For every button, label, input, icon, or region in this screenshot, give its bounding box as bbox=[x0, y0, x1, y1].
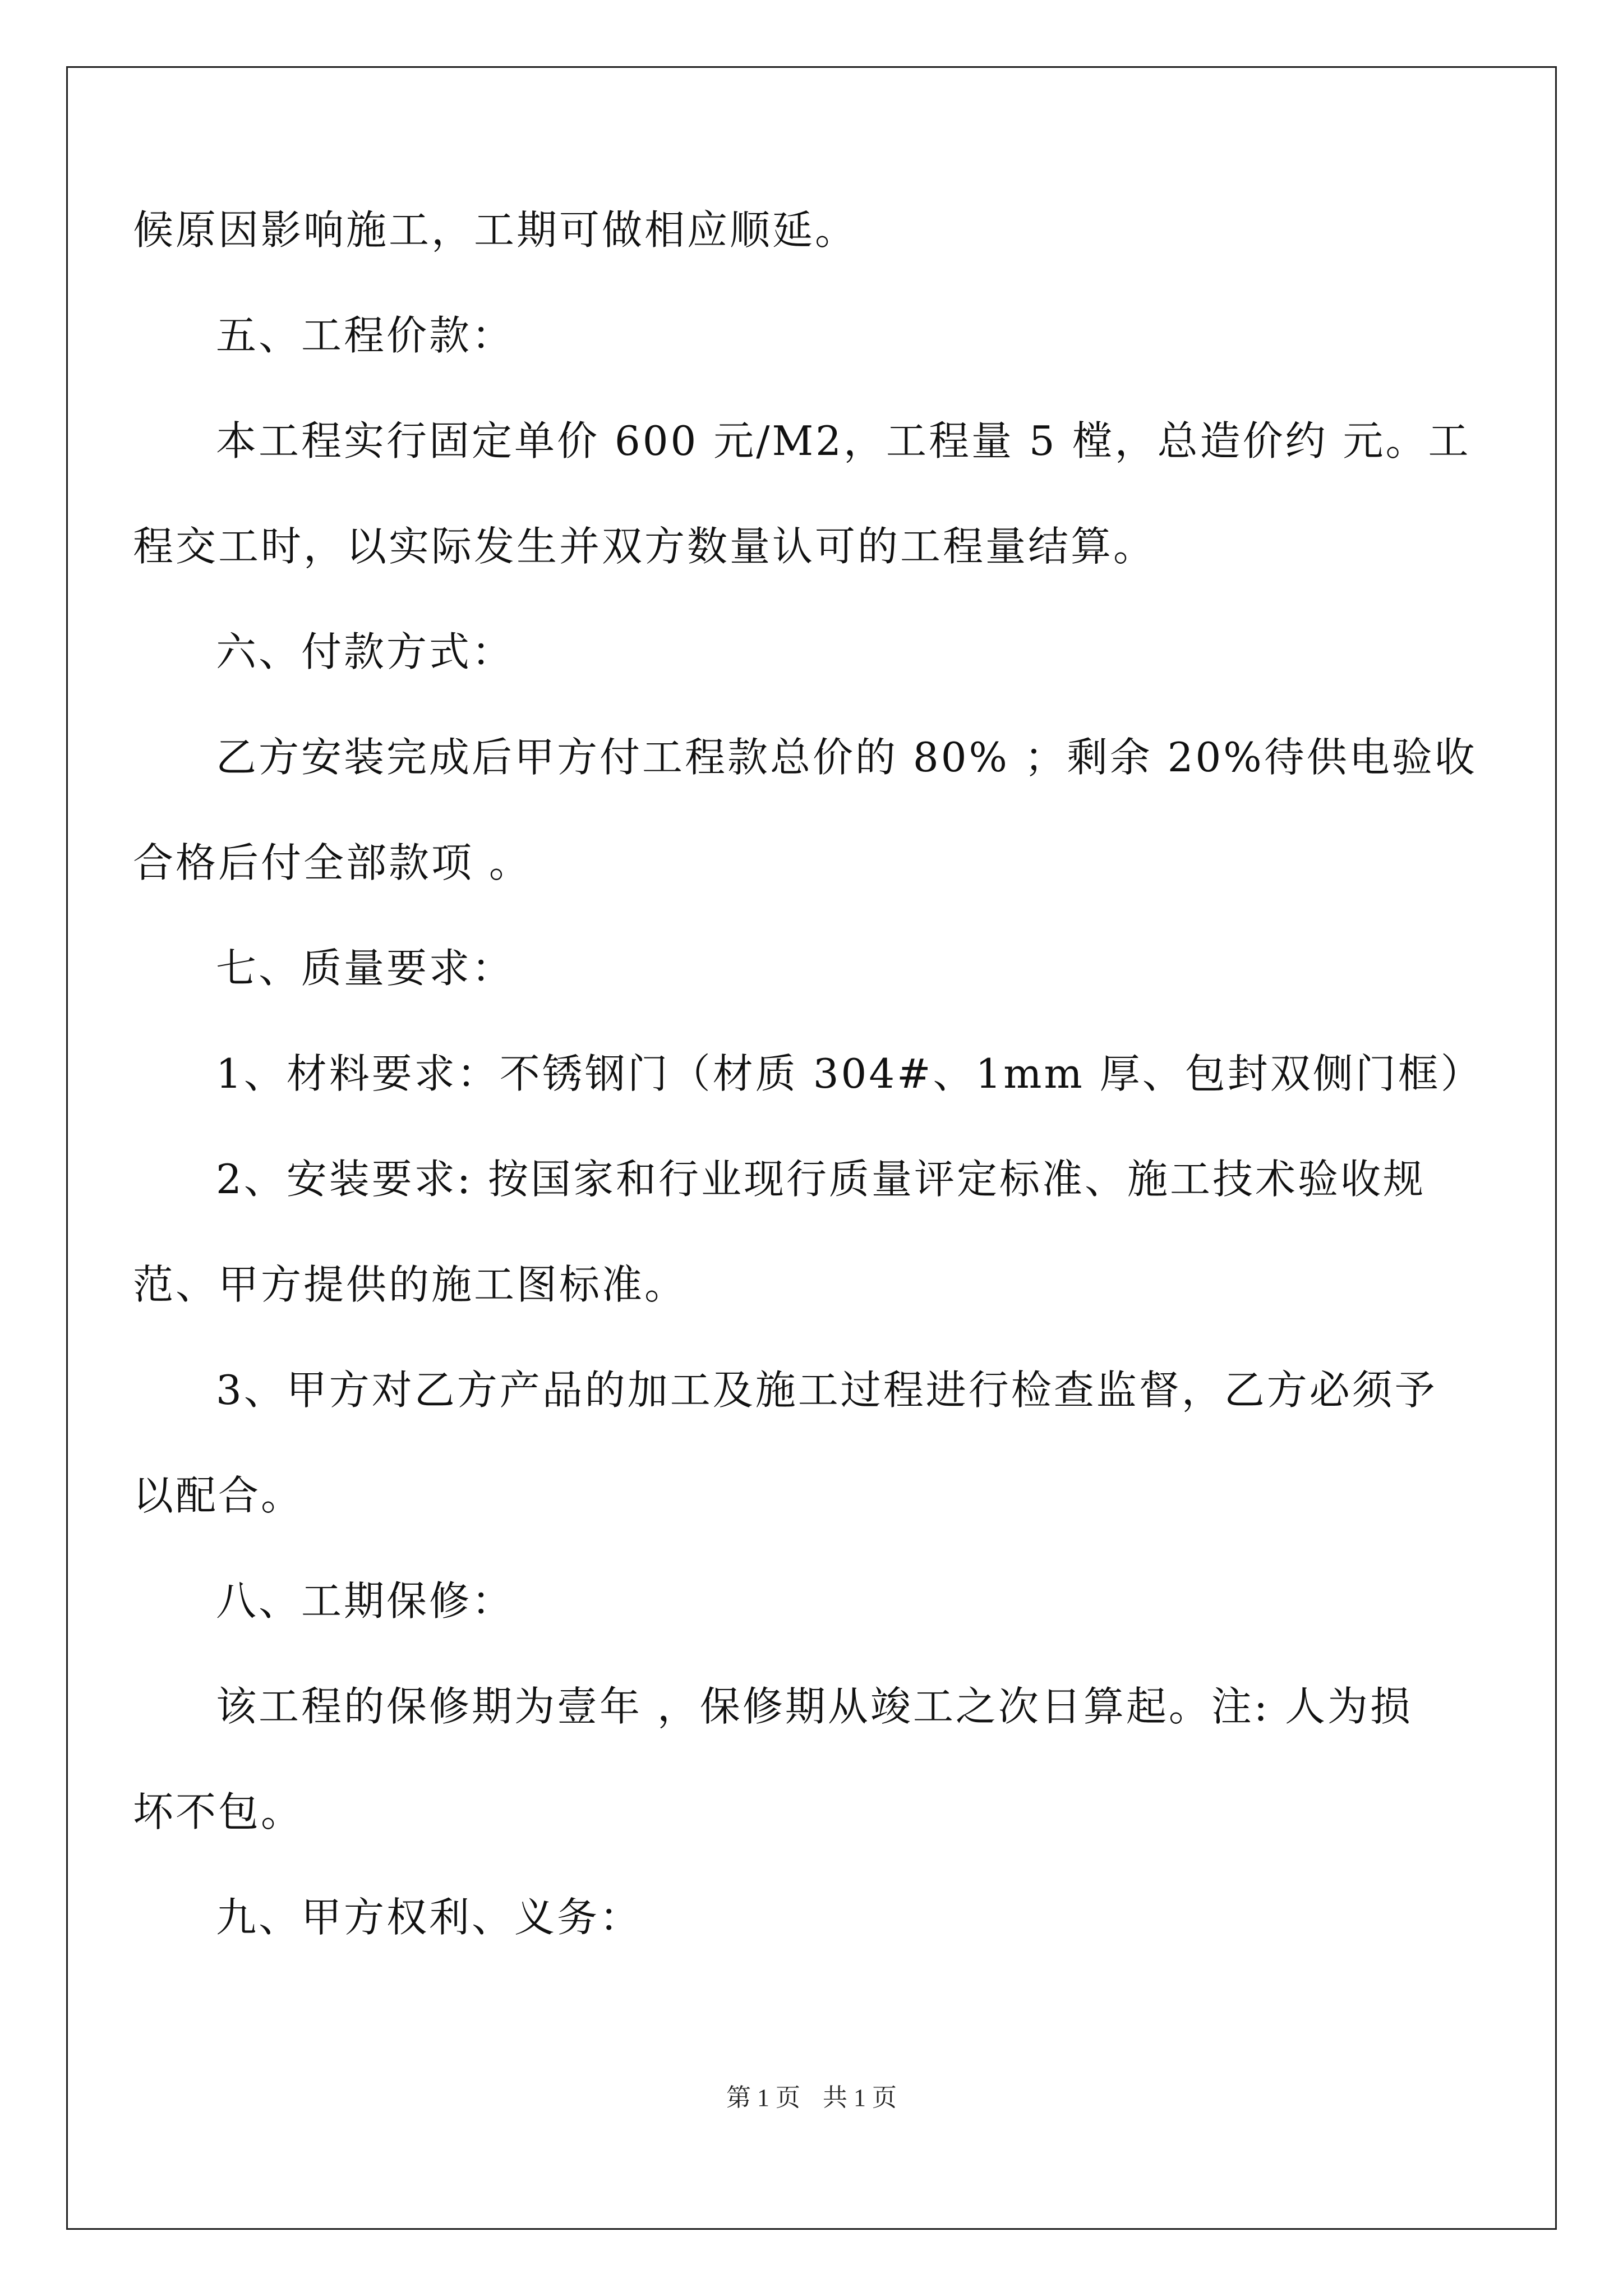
paragraph-line: 候原因影响施工，工期可做相应顺延。 bbox=[133, 206, 858, 254]
section-heading: 五、工程价款： bbox=[216, 312, 515, 359]
paragraph-line: 以配合。 bbox=[133, 1472, 304, 1519]
section-heading: 六、付款方式： bbox=[216, 628, 515, 675]
paragraph-line: 坏不包。 bbox=[133, 1788, 304, 1835]
paragraph-line: 2、安装要求: 按国家和行业现行质量评定标准、施工技术验收规 bbox=[216, 1156, 1426, 1203]
paragraph-line: 1、材料要求：不锈钢门（材质 304#、1mm 厚、包封双侧门框） bbox=[216, 1050, 1483, 1097]
page-number-total: 共 1 页 bbox=[823, 2084, 897, 2111]
section-heading: 七、质量要求： bbox=[216, 945, 515, 992]
page-number-current: 第 1 页 bbox=[726, 2084, 800, 2111]
paragraph-line: 范、甲方提供的施工图标准。 bbox=[133, 1261, 688, 1308]
paragraph-line: 3、甲方对乙方产品的加工及施工过程进行检查监督，乙方必须予 bbox=[216, 1366, 1437, 1414]
section-heading: 八、工期保修： bbox=[216, 1577, 515, 1625]
paragraph-line: 合格后付全部款项 。 bbox=[133, 839, 532, 886]
paragraph-line: 该工程的保修期为壹年 ，保修期从竣工之次日算起。注: 人为损 bbox=[216, 1683, 1413, 1730]
section-heading: 九、甲方权利、义务： bbox=[216, 1894, 643, 1941]
page-footer bbox=[0, 2081, 1623, 2115]
paragraph-line: 乙方安装完成后甲方付工程款总价的 80% ；剩余 20%待供电验收 bbox=[216, 734, 1477, 781]
paragraph-line: 程交工时，以实际发生并双方数量认可的工程量结算。 bbox=[133, 523, 1156, 570]
paragraph-line: 本工程实行固定单价 600 元/M2，工程量 5 樘，总造价约 元。工 bbox=[216, 417, 1471, 464]
